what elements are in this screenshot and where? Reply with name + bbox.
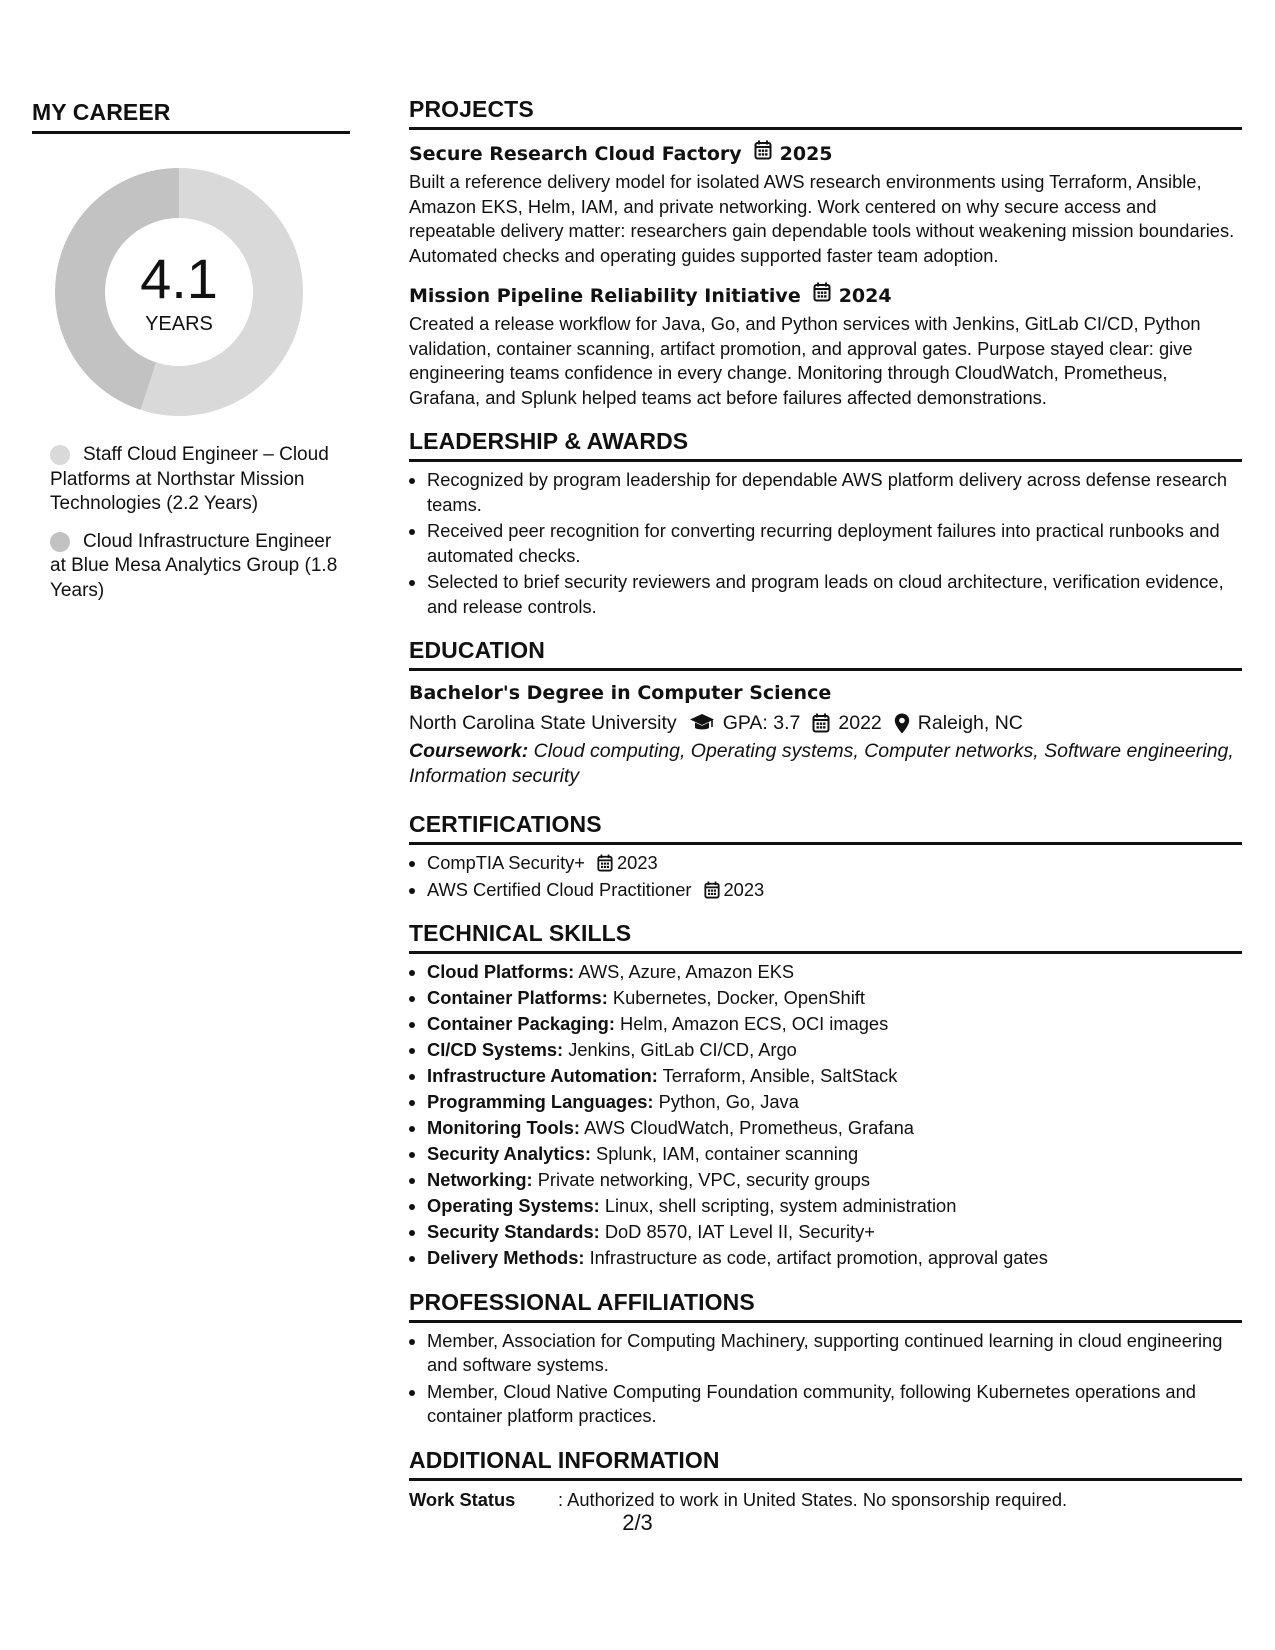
map-pin-icon: [894, 713, 910, 734]
page-number: 2/3: [622, 1510, 653, 1535]
project-description: Created a release workflow for Java, Go, and Python services with Jenkins, GitLab CI/CD, Python validation, container scanning, artifact promotion, and approval gates. Purpose stayed clear: give engineering teams confidence in every change. Monitoring through CloudWatch, Prometheus, Grafana, and Splunk helped teams act before failures affected demonstrations.: [409, 313, 1201, 408]
list-item: • Received peer recognition for converting recurring deployment failures into practical runbooks and automated checks.: [427, 519, 1242, 568]
leadership-list: [409, 468, 1242, 619]
cert-name: • AWS Certified Cloud Practitioner: [427, 878, 692, 900]
graduation-year: 2022: [838, 712, 882, 734]
leadership-section: [409, 428, 1242, 619]
skill-item: [427, 986, 1242, 1011]
main-content: [409, 96, 1242, 1511]
career-legend-label: Cloud Infrastructure Engineer at Blue Mesa Analytics Group (1.8 Years): [50, 530, 338, 601]
calendar-icon: [813, 282, 831, 309]
list-item: • Recognized by program leadership for dependable AWS platform delivery across defense research teams.: [427, 468, 1242, 517]
skill-category: Security Analytics:: [427, 1143, 591, 1164]
school-name: North Carolina State University: [409, 712, 677, 734]
skill-values: Terraform, Ansible, SaltStack: [662, 1065, 898, 1086]
work-status-value: : Authorized to work in United States. No sponsorship required.: [558, 1488, 1068, 1510]
skill-values: Jenkins, GitLab CI/CD, Argo: [568, 1039, 797, 1060]
degree-name: Bachelor's Degree in Computer Science: [409, 682, 832, 704]
career-legend: [50, 443, 350, 603]
skill-category: Networking:: [427, 1169, 533, 1190]
skill-values: AWS, Azure, Amazon EKS: [578, 961, 795, 982]
skill-item: [427, 1038, 1242, 1063]
skill-item: [427, 1142, 1242, 1167]
cert-name: • CompTIA Security+: [427, 852, 585, 873]
career-title: MY CAREER: [32, 96, 350, 134]
education-title: EDUCATION: [409, 637, 1242, 671]
skill-item: [427, 1168, 1242, 1193]
education-section: [409, 637, 1242, 789]
skill-item: [427, 1220, 1242, 1245]
gpa: GPA: 3.7: [722, 712, 801, 734]
career-legend-item: [50, 443, 350, 517]
skill-item: [427, 1090, 1242, 1115]
list-item: • Member, Association for Computing Machinery, supporting continued learning in cloud engineering and software systems.: [427, 1329, 1242, 1378]
skill-category: Security Standards:: [427, 1221, 600, 1242]
skill-category: Infrastructure Automation:: [427, 1065, 658, 1086]
skill-category: CI/CD Systems:: [427, 1039, 564, 1060]
skill-category: Operating Systems:: [427, 1195, 600, 1216]
calendar-icon: [812, 713, 830, 733]
additional-section: [409, 1447, 1242, 1511]
skill-item: [427, 1246, 1242, 1271]
coursework-list: Cloud computing, Operating systems, Computer networks, Software engineering, Information security: [409, 740, 1234, 787]
skill-category: Programming Languages:: [427, 1091, 654, 1112]
certifications-section: [409, 811, 1242, 902]
legend-dot: [50, 445, 70, 465]
calendar-icon: [754, 140, 772, 167]
projects-title: PROJECTS: [409, 96, 1242, 130]
coursework: [409, 739, 1242, 789]
skill-category: Cloud Platforms:: [427, 961, 575, 982]
skill-values: Private networking, VPC, security groups: [537, 1169, 870, 1190]
skill-item: [427, 1012, 1242, 1037]
skills-list: [409, 960, 1242, 1271]
project-description: Built a reference delivery model for isolated AWS research environments using Terraform, Ansible, Amazon EKS, Helm, IAM, and private networking. Work centered on why secure access and repeatable delivery matter: researchers gain dependable tools without weakening mission boundaries. Automated checks and operating guides supported faster team adoption.: [409, 171, 1235, 266]
certifications-list: [409, 851, 1242, 902]
career-donut-chart: [54, 167, 304, 417]
career-years-unit: YEARS: [145, 313, 213, 335]
project-item: [409, 282, 1242, 410]
skill-values: Helm, Amazon ECS, OCI images: [620, 1013, 889, 1034]
coursework-label: Coursework:: [409, 740, 529, 762]
project-year: 2024: [838, 284, 892, 307]
affiliations-list: [409, 1329, 1242, 1429]
project-year: 2025: [779, 142, 833, 165]
career-legend-item: [50, 530, 350, 604]
project-name: Mission Pipeline Reliability Initiative: [409, 284, 801, 307]
skill-values: Python, Go, Java: [658, 1091, 799, 1112]
leadership-title: LEADERSHIP & AWARDS: [409, 428, 1242, 462]
legend-dot: [50, 532, 70, 552]
cert-year: 2023: [723, 878, 765, 900]
project-item: [409, 140, 1242, 268]
skill-item: [427, 1064, 1242, 1089]
skill-item: [427, 960, 1242, 985]
career-total-years: 4.1: [140, 247, 218, 310]
calendar-icon: [597, 854, 613, 872]
cert-year: 2023: [617, 852, 658, 873]
career-legend-label: Staff Cloud Engineer – Cloud Platforms at Northstar Mission Technologies (2.2 Years): [50, 444, 329, 514]
skill-values: Infrastructure as code, artifact promotion, approval gates: [589, 1247, 1048, 1268]
list-item: [427, 878, 1242, 903]
skill-item: [427, 1194, 1242, 1219]
list-item: • Member, Cloud Native Computing Foundation community, following Kubernetes operations and container platform practices.: [427, 1380, 1242, 1429]
skill-category: Delivery Methods:: [427, 1247, 585, 1268]
project-name: Secure Research Cloud Factory: [409, 142, 742, 165]
calendar-icon: [704, 881, 720, 899]
skills-section: [409, 920, 1242, 1271]
skill-item: [427, 1116, 1242, 1141]
list-item: [427, 851, 1242, 876]
skills-title: TECHNICAL SKILLS: [409, 920, 1242, 954]
list-item: • Selected to brief security reviewers and program leads on cloud architecture, verification evidence, and release controls.: [427, 570, 1242, 619]
school-location: Raleigh, NC: [917, 712, 1023, 734]
skill-values: Splunk, IAM, container scanning: [596, 1143, 859, 1164]
graduation-cap-icon: [689, 713, 715, 733]
additional-title: ADDITIONAL INFORMATION: [409, 1447, 1242, 1481]
skill-category: Monitoring Tools:: [427, 1117, 580, 1138]
skill-category: Container Platforms:: [427, 987, 608, 1008]
skill-values: AWS CloudWatch, Prometheus, Grafana: [584, 1117, 914, 1138]
affiliations-section: [409, 1289, 1242, 1429]
career-panel: [32, 96, 350, 616]
work-status-row: [409, 1489, 1242, 1511]
skill-values: Kubernetes, Docker, OpenShift: [612, 987, 865, 1008]
skill-values: Linux, shell scripting, system administration: [604, 1195, 957, 1216]
certifications-title: CERTIFICATIONS: [409, 811, 1242, 845]
affiliations-title: PROFESSIONAL AFFILIATIONS: [409, 1289, 1242, 1323]
skill-values: DoD 8570, IAT Level II, Security+: [604, 1221, 875, 1242]
work-status-label: Work Status: [409, 1488, 516, 1510]
skill-category: Container Packaging:: [427, 1013, 615, 1034]
projects-section: [409, 96, 1242, 410]
